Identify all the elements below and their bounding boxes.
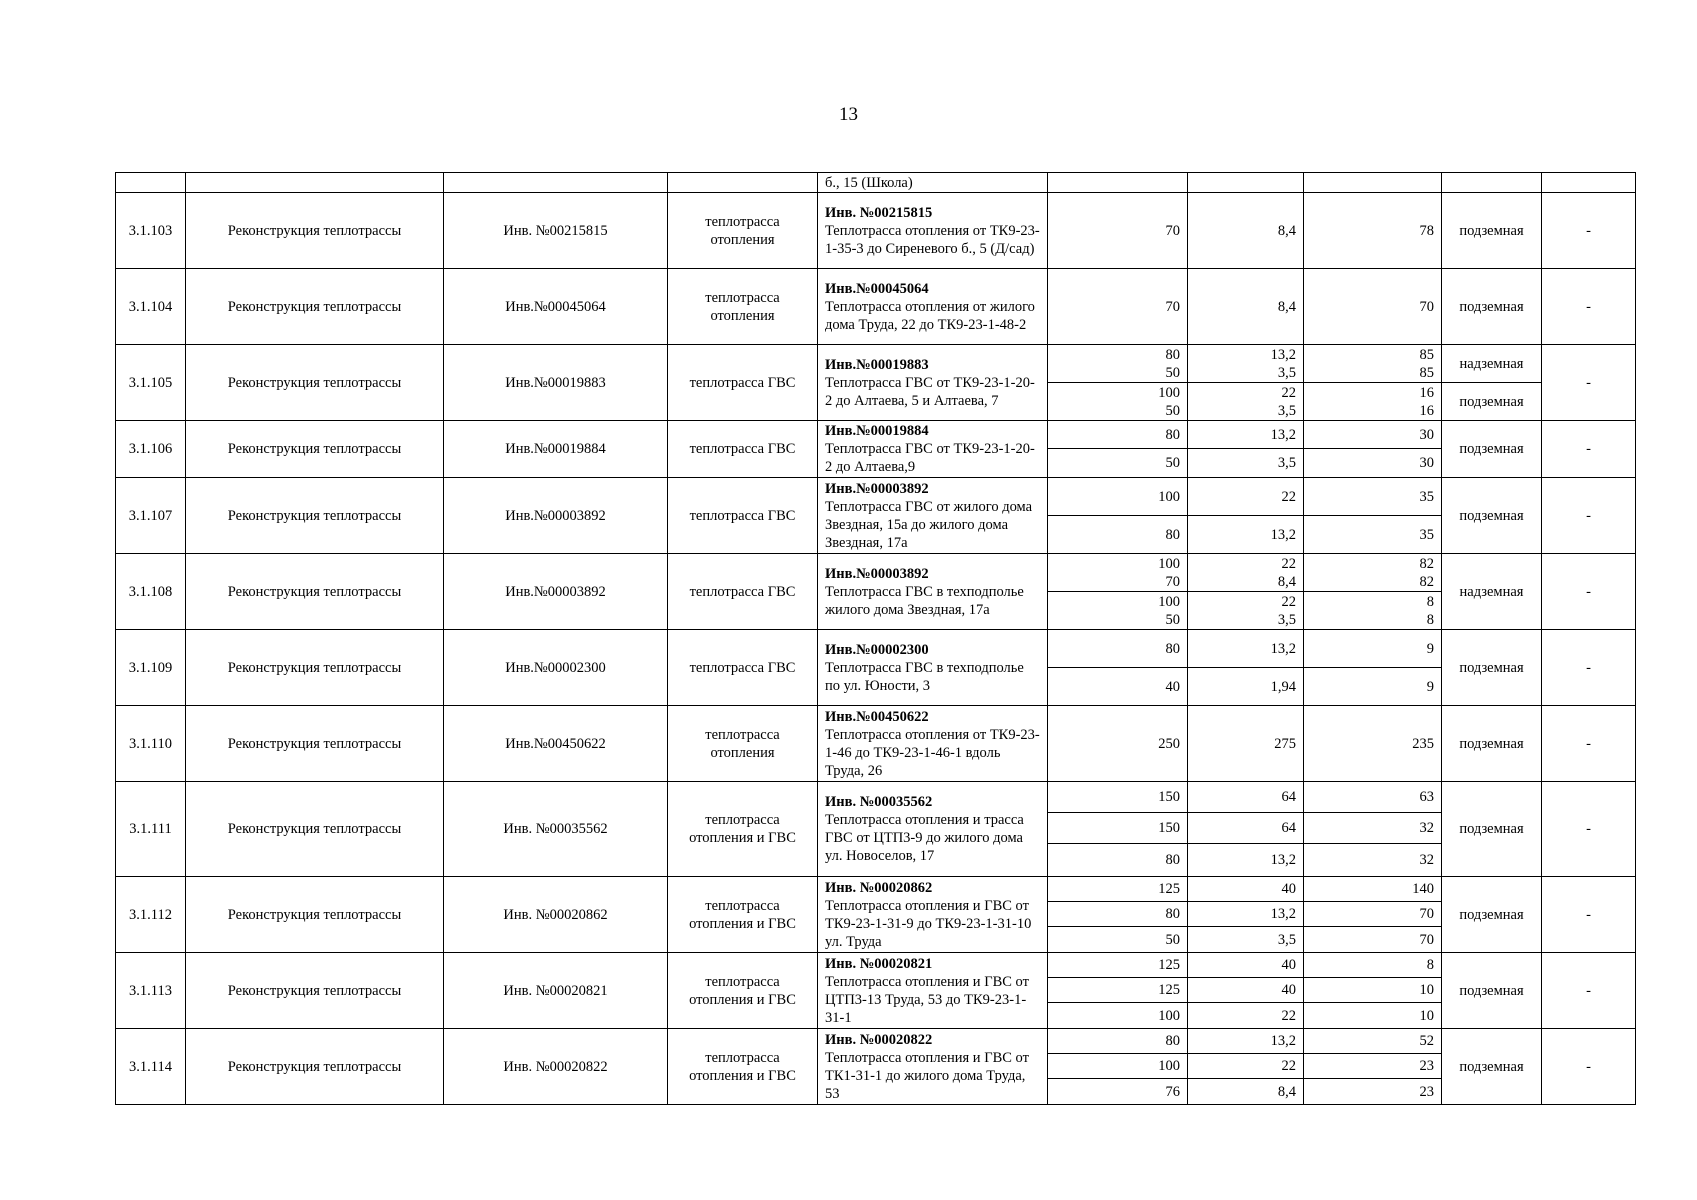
length-value: 3,5 <box>1188 449 1304 478</box>
inventory-number: Инв.№00002300 <box>444 630 668 706</box>
wear-value: 8 8 <box>1304 592 1442 630</box>
description-body: Теплотрасса ГВС в техподполье жилого дома Звездная, 17а <box>825 583 1024 618</box>
wear-value: 30 <box>1304 449 1442 478</box>
object-description <box>818 1029 1048 1105</box>
work-name: Реконструкция теплотрассы <box>186 478 444 554</box>
wear-value: 35 <box>1304 516 1442 554</box>
item-number: 3.1.106 <box>116 421 186 478</box>
empty-cell <box>186 173 444 193</box>
length-value: 13,2 <box>1188 1029 1304 1054</box>
length-value: 22 <box>1188 478 1304 516</box>
diameter-value: 70 <box>1048 269 1188 345</box>
diameter-value: 100 70 <box>1048 554 1188 592</box>
laying-type: подземная <box>1442 953 1542 1029</box>
wear-value: 35 <box>1304 478 1442 516</box>
wear-value: 82 82 <box>1304 554 1442 592</box>
network-type: теплотрасса отопления <box>668 193 818 269</box>
length-value: 13,2 <box>1188 844 1304 877</box>
note: - <box>1542 193 1636 269</box>
laying-type: подземная <box>1442 383 1542 421</box>
object-description <box>818 953 1048 1029</box>
wear-value: 9 <box>1304 630 1442 668</box>
inventory-number: Инв. №00035562 <box>444 782 668 877</box>
description-title: Инв.№00019884 <box>825 423 929 439</box>
length-value: 40 <box>1188 953 1304 978</box>
item-number: 3.1.111 <box>116 782 186 877</box>
empty-cell <box>1188 173 1304 193</box>
diameter-value: 100 <box>1048 478 1188 516</box>
diameter-value: 125 <box>1048 877 1188 902</box>
diameter-value: 80 <box>1048 1029 1188 1054</box>
empty-cell <box>668 173 818 193</box>
item-number: 3.1.113 <box>116 953 186 1029</box>
wear-value: 23 <box>1304 1054 1442 1079</box>
wear-value: 85 85 <box>1304 345 1442 383</box>
diameter-value: 50 <box>1048 927 1188 953</box>
wear-value: 8 <box>1304 953 1442 978</box>
object-description <box>818 421 1048 478</box>
table-row <box>116 877 1636 902</box>
diameter-value: 250 <box>1048 706 1188 782</box>
length-value: 13,2 <box>1188 421 1304 449</box>
diameter-value: 150 <box>1048 782 1188 813</box>
object-description <box>818 345 1048 421</box>
continuation-description: б., 15 (Школа) <box>818 173 1048 193</box>
network-type: теплотрасса ГВС <box>668 421 818 478</box>
object-description <box>818 630 1048 706</box>
table-row <box>116 421 1636 449</box>
note: - <box>1542 706 1636 782</box>
length-value: 64 <box>1188 813 1304 844</box>
network-type: теплотрасса отопления и ГВС <box>668 1029 818 1105</box>
wear-value: 78 <box>1304 193 1442 269</box>
length-value: 3,5 <box>1188 927 1304 953</box>
diameter-value: 80 <box>1048 516 1188 554</box>
description-body: Теплотрасса отопления и ГВС от ТК1-31-1 до жилого дома Труда, 53 <box>825 1049 1029 1102</box>
description-body: Теплотрасса ГВС в техподполье по ул. Юности, 3 <box>825 659 1024 694</box>
wear-value: 16 16 <box>1304 383 1442 421</box>
laying-type: подземная <box>1442 630 1542 706</box>
inventory-number: Инв.№00019883 <box>444 345 668 421</box>
wear-value: 70 <box>1304 927 1442 953</box>
diameter-value: 80 <box>1048 902 1188 927</box>
laying-type: подземная <box>1442 782 1542 877</box>
wear-value: 23 <box>1304 1079 1442 1105</box>
diameter-value: 80 <box>1048 844 1188 877</box>
description-title: Инв.№00003892 <box>825 480 929 497</box>
wear-value: 63 <box>1304 782 1442 813</box>
inventory-number: Инв.№00045064 <box>444 269 668 345</box>
item-number: 3.1.107 <box>116 478 186 554</box>
laying-type: подземная <box>1442 421 1542 478</box>
item-number: 3.1.109 <box>116 630 186 706</box>
length-value: 8,4 <box>1188 269 1304 345</box>
continuation-row <box>116 173 1636 193</box>
length-value: 8,4 <box>1188 193 1304 269</box>
inventory-number: Инв. №00020821 <box>444 953 668 1029</box>
description-title: Инв.№00045064 <box>825 280 929 297</box>
empty-cell <box>1304 173 1442 193</box>
diameter-value: 80 <box>1048 421 1188 449</box>
description-title: Инв.№00019883 <box>825 356 929 373</box>
description-title: Инв. №00020821 <box>825 955 933 972</box>
wear-value: 235 <box>1304 706 1442 782</box>
length-value: 13,2 <box>1188 902 1304 927</box>
work-name: Реконструкция теплотрассы <box>186 1029 444 1105</box>
length-value: 13,2 <box>1188 630 1304 668</box>
note: - <box>1542 554 1636 630</box>
empty-cell <box>1048 173 1188 193</box>
item-number: 3.1.112 <box>116 877 186 953</box>
table-row <box>116 706 1636 782</box>
wear-value: 70 <box>1304 269 1442 345</box>
note: - <box>1542 1029 1636 1105</box>
inventory-number: Инв. №00020862 <box>444 877 668 953</box>
item-number: 3.1.105 <box>116 345 186 421</box>
length-value: 13,2 <box>1188 516 1304 554</box>
object-description <box>818 554 1048 630</box>
table-row <box>116 953 1636 978</box>
work-name: Реконструкция теплотрассы <box>186 630 444 706</box>
description-body: Теплотрасса ГВС от ТК9-23-1-20-2 до Алтаева,9 <box>825 441 1035 475</box>
object-description <box>818 706 1048 782</box>
length-value: 13,2 3,5 <box>1188 345 1304 383</box>
table-row <box>116 269 1636 345</box>
empty-cell <box>1542 173 1636 193</box>
work-name: Реконструкция теплотрассы <box>186 193 444 269</box>
network-type: теплотрасса ГВС <box>668 478 818 554</box>
network-type: теплотрасса ГВС <box>668 630 818 706</box>
table-row <box>116 478 1636 516</box>
diameter-value: 125 <box>1048 953 1188 978</box>
laying-type: подземная <box>1442 478 1542 554</box>
note: - <box>1542 345 1636 421</box>
object-description <box>818 269 1048 345</box>
object-description <box>818 193 1048 269</box>
empty-cell <box>116 173 186 193</box>
wear-value: 32 <box>1304 844 1442 877</box>
length-value: 1,94 <box>1188 668 1304 706</box>
note: - <box>1542 630 1636 706</box>
description-title: Инв. №00215815 <box>825 204 933 221</box>
table-row <box>116 630 1636 668</box>
length-value: 40 <box>1188 877 1304 902</box>
heat-network-table <box>115 172 1636 1105</box>
empty-cell <box>1442 173 1542 193</box>
object-description <box>818 782 1048 877</box>
item-number: 3.1.108 <box>116 554 186 630</box>
network-type: теплотрасса ГВС <box>668 345 818 421</box>
description-body: Теплотрасса отопления от ТК9-23-1-46 до ТК9-23-1-46-1 вдоль Труда, 26 <box>825 726 1040 779</box>
inventory-number: Инв.№00003892 <box>444 554 668 630</box>
inventory-number: Инв.№00019884 <box>444 421 668 478</box>
inventory-number: Инв.№00003892 <box>444 478 668 554</box>
description-title: Инв. №00020822 <box>825 1031 933 1048</box>
diameter-value: 150 <box>1048 813 1188 844</box>
work-name: Реконструкция теплотрассы <box>186 782 444 877</box>
wear-value: 30 <box>1304 421 1442 449</box>
table-row <box>116 554 1636 592</box>
diameter-value: 76 <box>1048 1079 1188 1105</box>
network-type: теплотрасса отопления и ГВС <box>668 877 818 953</box>
diameter-value: 125 <box>1048 978 1188 1003</box>
item-number: 3.1.104 <box>116 269 186 345</box>
length-value: 64 <box>1188 782 1304 813</box>
network-type: теплотрасса отопления <box>668 706 818 782</box>
table-row <box>116 782 1636 813</box>
laying-type: подземная <box>1442 877 1542 953</box>
length-value: 22 <box>1188 1003 1304 1029</box>
note: - <box>1542 953 1636 1029</box>
table-row <box>116 193 1636 269</box>
description-body: Теплотрасса отопления и ГВС от ТК9-23-1-31-9 до ТК9-23-1-31-10 ул. Труда <box>825 897 1032 950</box>
network-type: теплотрасса ГВС <box>668 554 818 630</box>
description-title: Инв.№00450622 <box>825 708 929 725</box>
page-number: 13 <box>839 104 858 125</box>
description-body: Теплотрасса отопления от жилого дома Труда, 22 до ТК9-23-1-48-2 <box>825 298 1035 333</box>
table-row <box>116 1029 1636 1054</box>
description-title: Инв.№00002300 <box>825 641 929 658</box>
table-row <box>116 345 1636 383</box>
network-type: теплотрасса отопления и ГВС <box>668 953 818 1029</box>
diameter-value: 70 <box>1048 193 1188 269</box>
length-value: 40 <box>1188 978 1304 1003</box>
diameter-value: 40 <box>1048 668 1188 706</box>
laying-type: подземная <box>1442 193 1542 269</box>
work-name: Реконструкция теплотрассы <box>186 706 444 782</box>
description-title: Инв. №00035562 <box>825 794 933 810</box>
diameter-value: 100 <box>1048 1054 1188 1079</box>
note: - <box>1542 877 1636 953</box>
length-value: 275 <box>1188 706 1304 782</box>
note: - <box>1542 478 1636 554</box>
description-title: Инв. №00020862 <box>825 879 933 896</box>
object-description <box>818 478 1048 554</box>
laying-type: подземная <box>1442 1029 1542 1105</box>
description-body: Теплотрасса отопления и трасса ГВС от ЦТП3-9 до жилого дома ул. Новоселов, 17 <box>825 812 1024 864</box>
description-body: Теплотрасса ГВС от жилого дома Звездная, 15а до жилого дома Звездная, 17а <box>825 498 1033 551</box>
note: - <box>1542 421 1636 478</box>
work-name: Реконструкция теплотрассы <box>186 269 444 345</box>
inventory-number: Инв. №00215815 <box>444 193 668 269</box>
wear-value: 32 <box>1304 813 1442 844</box>
length-value: 22 <box>1188 1054 1304 1079</box>
wear-value: 10 <box>1304 1003 1442 1029</box>
description-title: Инв.№00003892 <box>825 565 929 582</box>
item-number: 3.1.114 <box>116 1029 186 1105</box>
object-description <box>818 877 1048 953</box>
inventory-number: Инв.№00450622 <box>444 706 668 782</box>
work-name: Реконструкция теплотрассы <box>186 877 444 953</box>
description-body: Теплотрасса ГВС от ТК9-23-1-20-2 до Алтаева, 5 и Алтаева, 7 <box>825 374 1035 409</box>
work-name: Реконструкция теплотрассы <box>186 554 444 630</box>
length-value: 22 3,5 <box>1188 592 1304 630</box>
description-body: Теплотрасса отопления от ТК9-23-1-35-3 до Сиреневого б., 5 (Д/сад) <box>825 222 1040 257</box>
length-value: 8,4 <box>1188 1079 1304 1105</box>
wear-value: 10 <box>1304 978 1442 1003</box>
network-type: теплотрасса отопления <box>668 269 818 345</box>
wear-value: 70 <box>1304 902 1442 927</box>
empty-cell <box>444 173 668 193</box>
length-value: 22 3,5 <box>1188 383 1304 421</box>
description-body: Теплотрасса отопления и ГВС от ЦТП3-13 Труда, 53 до ТК9-23-1-31-1 <box>825 973 1029 1026</box>
diameter-value: 50 <box>1048 449 1188 478</box>
item-number: 3.1.103 <box>116 193 186 269</box>
laying-type: подземная <box>1442 706 1542 782</box>
table-body <box>116 173 1636 1105</box>
work-name: Реконструкция теплотрассы <box>186 953 444 1029</box>
diameter-value: 80 50 <box>1048 345 1188 383</box>
wear-value: 9 <box>1304 668 1442 706</box>
item-number: 3.1.110 <box>116 706 186 782</box>
diameter-value: 100 50 <box>1048 383 1188 421</box>
diameter-value: 80 <box>1048 630 1188 668</box>
work-name: Реконструкция теплотрассы <box>186 421 444 478</box>
note: - <box>1542 269 1636 345</box>
diameter-value: 100 50 <box>1048 592 1188 630</box>
note: - <box>1542 782 1636 877</box>
laying-type: надземная <box>1442 554 1542 630</box>
inventory-number: Инв. №00020822 <box>444 1029 668 1105</box>
diameter-value: 100 <box>1048 1003 1188 1029</box>
wear-value: 140 <box>1304 877 1442 902</box>
laying-type: надземная <box>1442 345 1542 383</box>
laying-type: подземная <box>1442 269 1542 345</box>
work-name: Реконструкция теплотрассы <box>186 345 444 421</box>
wear-value: 52 <box>1304 1029 1442 1054</box>
length-value: 22 8,4 <box>1188 554 1304 592</box>
network-type: теплотрасса отопления и ГВС <box>668 782 818 877</box>
